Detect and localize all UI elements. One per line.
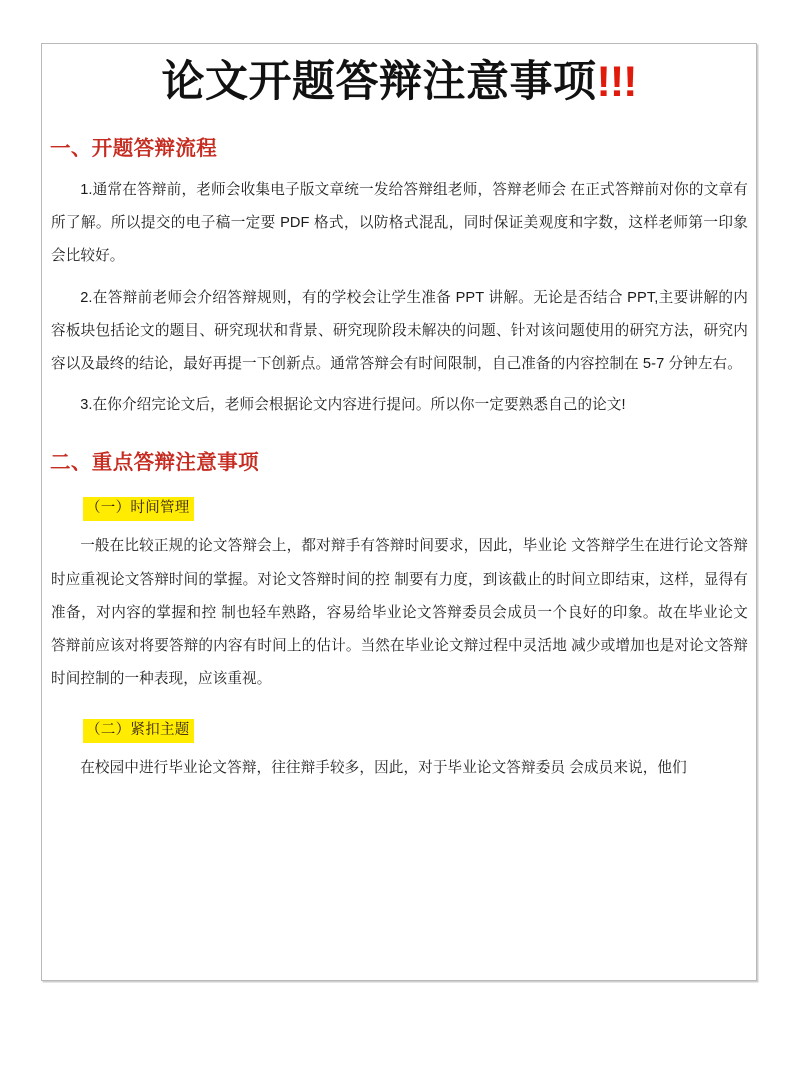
section-1-paragraph-1: 1.通常在答辩前，老师会收集电子版文章统一发给答辩组老师，答辩老师会 在正式答辩前对你的文章有所了解。所以提交的电子稿一定要 PDF 格式，以防格式混乱，同时保证美观度和字数，这样老师第一印象会比较好。 [51, 181, 748, 265]
section-1-paragraph-3: 3.在你介绍完论文后，老师会根据论文内容进行提问。所以你一定要熟悉自己的论文! [80, 397, 626, 414]
subsection-heading-row-2 [83, 719, 751, 743]
page-title-exclamations: !!! [596, 58, 637, 106]
subsection-heading-row-1 [83, 497, 751, 521]
subsection-heading-1: （一）时间管理 [83, 497, 194, 521]
page-title [47, 58, 751, 106]
document-page [41, 43, 757, 981]
section-heading-1: 一、开题答辩流程 [50, 137, 218, 161]
subsection-1-paragraph: 一般在比较正规的论文答辩会上，都对辩手有答辩时间要求，因此，毕业论 文答辩学生在进行论文答辩时应重视论文答辩时间的掌握。对论文答辩时间的控 制要有力度，到该截止的时间立即结束，这样，显得有准备，对内容的掌握和控 制也轻车熟路，容易给毕业论文答辩委员会成员一个良好的印象。故在毕业论文 答辩前应该对将要答辩的内容有时间上的估计。当然在毕业论文辩过程中灵活地 减少或增加也是对论文答辩时间控制的一种表现，应该重视。 [51, 538, 748, 688]
subsection-heading-2: （二）紧扣主题 [83, 719, 194, 743]
subsection-2-paragraph: 在校园中进行毕业论文答辩，往往辩手较多，因此，对于毕业论文答辩委员 会成员来说，他们 [80, 759, 687, 776]
page-title-text: 论文开题答辩注意事项 [161, 58, 597, 106]
section-1-paragraph-2: 2.在答辩前老师会介绍答辩规则，有的学校会让学生准备 PPT 讲解。无论是否结合 PPT,主要讲解的内容板块包括论文的题目、研究现状和背景、研究现阶段未解决的问题、针对该问题使用的研究方法，研究内容以及最终的结论，最好再提一下创新点。通常答辩会有时间限制，自己准备的内容控制在 5-7 分钟左右。 [51, 289, 748, 373]
document-body [42, 44, 756, 980]
section-heading-2: 二、重点答辩注意事项 [50, 450, 259, 474]
